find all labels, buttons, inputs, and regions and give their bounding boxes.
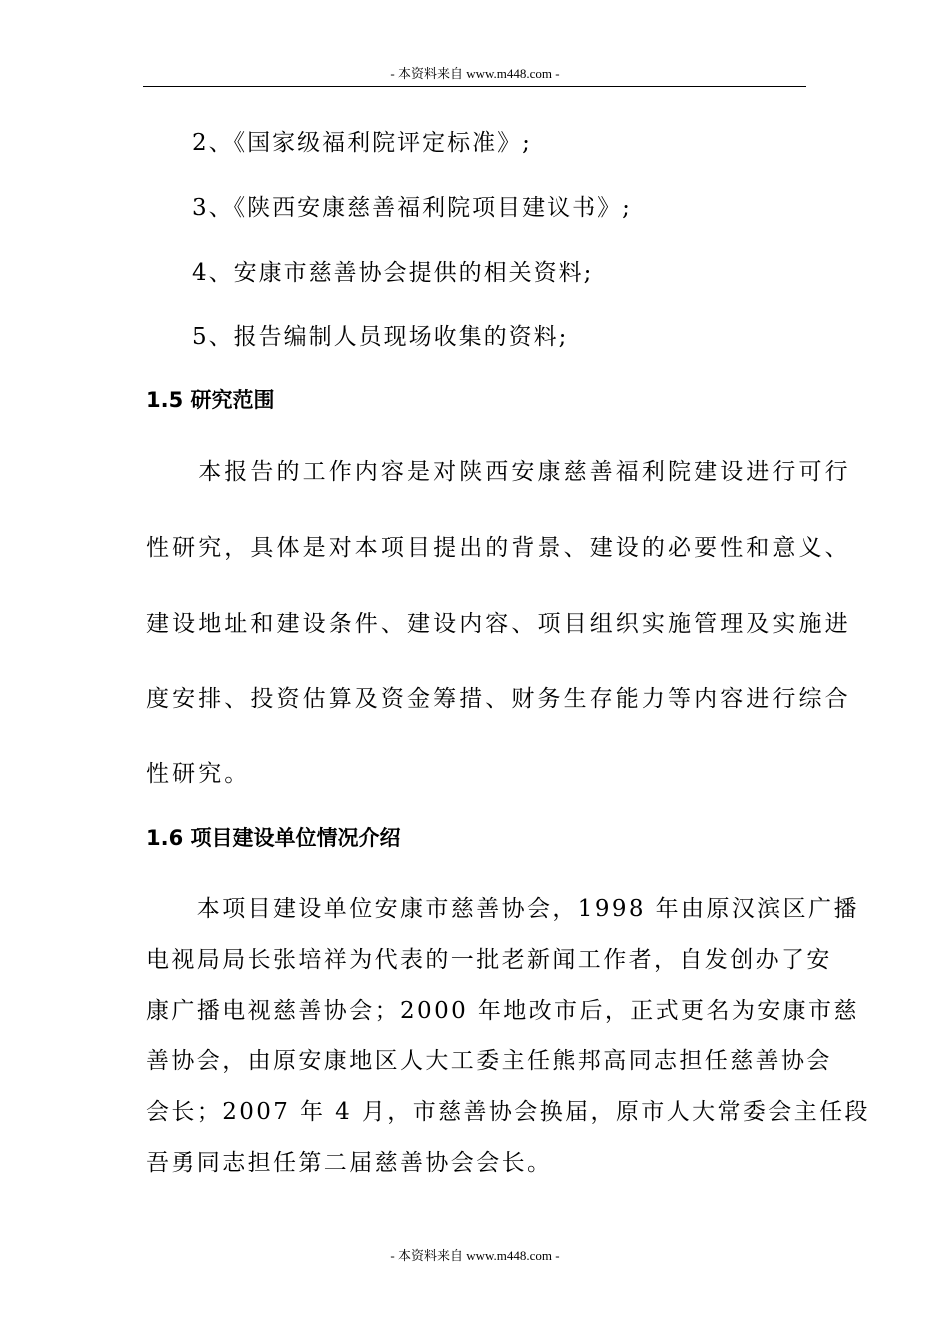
paragraph-line: 本报告的工作内容是对陕西安康慈善福利院建设进行可行	[146, 459, 851, 485]
reference-item: 3、《陕西安康慈善福利院项目建议书》;	[192, 195, 632, 221]
paragraph-line: 康广播电视慈善协会；2000 年地改市后，正式更名为安康市慈	[146, 998, 859, 1024]
paragraph-line: 吾勇同志担任第二届慈善协会会长。	[146, 1150, 553, 1176]
section-heading-1-5: 1.5 研究范围	[146, 388, 275, 412]
reference-item: 2、《国家级福利院评定标准》;	[192, 130, 532, 156]
paragraph-line: 度安排、投资估算及资金筹措、财务生存能力等内容进行综合	[146, 686, 851, 712]
reference-item: 5、报告编制人员现场收集的资料;	[192, 324, 569, 350]
paragraph-line: 善协会，由原安康地区人大工委主任熊邦高同志担任慈善协会	[146, 1048, 832, 1074]
page-footer: - 本资料来自 www.m448.com -	[390, 1248, 560, 1263]
header-divider	[143, 86, 806, 87]
paragraph-line: 会长；2007 年 4 月，市慈善协会换届，原市人大常委会主任段	[146, 1099, 870, 1125]
paragraph-line: 本项目建设单位安康市慈善协会，1998 年由原汉滨区广播	[146, 896, 859, 922]
section-heading-1-6: 1.6 项目建设单位情况介绍	[146, 826, 401, 850]
paragraph-line: 性研究。	[146, 761, 251, 787]
paragraph-line: 建设地址和建设条件、建设内容、项目组织实施管理及实施进	[146, 611, 851, 637]
reference-item: 4、安康市慈善协会提供的相关资料;	[192, 260, 594, 286]
page-header: - 本资料来自 www.m448.com -	[390, 66, 560, 81]
paragraph-line: 电视局局长张培祥为代表的一批老新闻工作者，自发创办了安	[146, 947, 832, 973]
paragraph-line: 性研究，具体是对本项目提出的背景、建设的必要性和意义、	[146, 535, 851, 561]
